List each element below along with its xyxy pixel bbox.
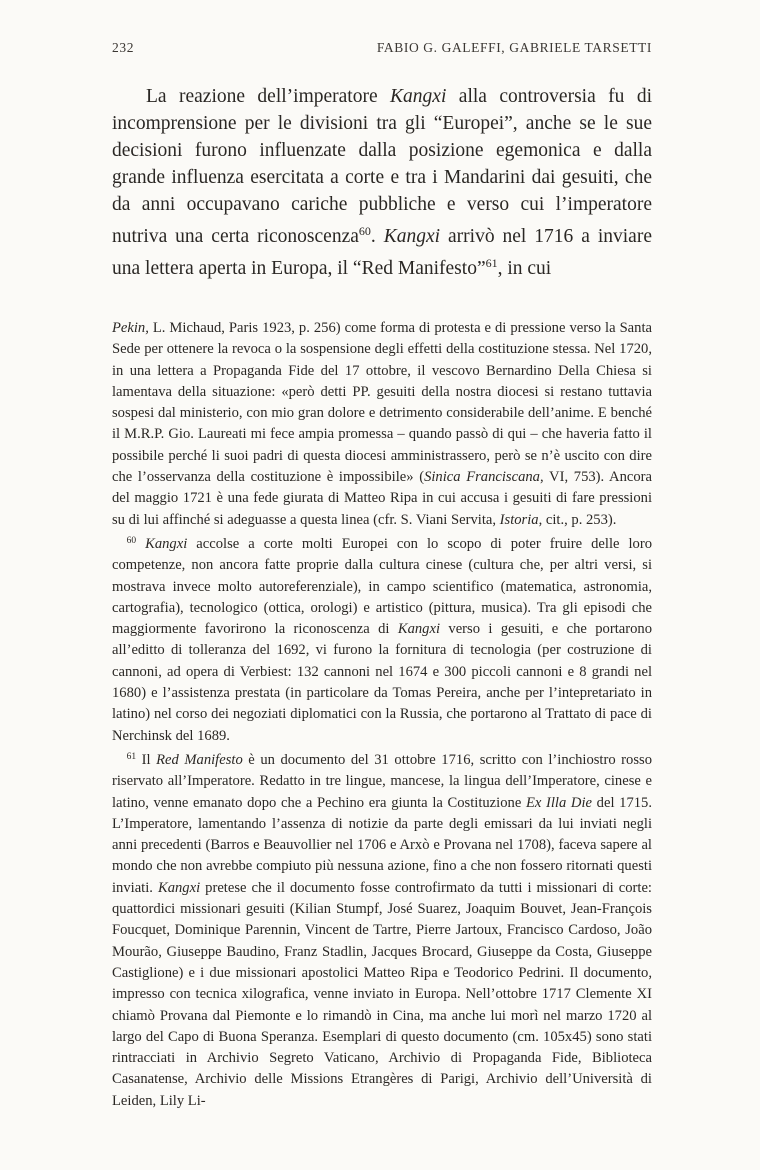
main-italic-kangxi: Kangxi: [383, 226, 441, 247]
footnote-continuation: [112, 318, 652, 531]
footnotes: [112, 318, 652, 1112]
note-text: , cit., p. 253).: [538, 511, 617, 528]
main-text: La reazione dell’imperatore: [146, 86, 391, 107]
main-text: .: [370, 226, 384, 247]
running-header: [112, 40, 652, 60]
footnote-number: 61: [126, 751, 137, 762]
note-italic: Istoria: [499, 511, 539, 528]
running-head-authors: FABIO G. GALEFFI, GABRIELE TARSETTI: [376, 40, 652, 55]
note-text: del 1715. L’Imperatore, lamentando l’assenza di notizie da parte degli emissari da lui inviati negli anni precedenti (Barros e Beauvollier nel 1706 e Arxò e Provana nel 1708), faceva sapere al mondo che non avrebbe compiuto più nessuna azione, fino a che non fossero ritornati questi inviati.: [112, 794, 653, 896]
main-italic-kangxi: Kangxi: [390, 86, 447, 107]
main-paragraph: [112, 83, 652, 282]
note-italic: Kangxi: [145, 535, 188, 552]
note-italic: Sinica Franciscana: [424, 469, 540, 486]
note-text: L. Michaud, Paris 1923, p. 256) come forma di protesta e di pressione verso la Santa Sede per ottenere la revoca o la sospensione degli effetti della costituzione stessa. Nel 1720, in una lettera a Propaganda Fide del 17 ottobre, il vescovo Bernardino Della Chiesa si lamentava della situazione: «però detti PP. gesuiti della nostra diocesi si restano tuttavia sospesi dal ministerio, con mio gran dolore e detrimento considerabile dell’anime. E benché il M.R.P. Gio. Laureati mi fece ampia promessa – quando passò di qui – che haveria fatto il possibile perché li suoi padri di questa diocesi amministrassero, però se n’è uscito con dire che l’osservanza della costituzione è impossibile» (: [112, 320, 652, 486]
note-italic: Kangxi: [397, 621, 441, 638]
note-text: pretese che il documento fosse controfirmato da tutti i missionari di corte: quattordici missionari gesuiti (Kilian Stumpf, José Suarez, Joaquim Bouvet, Jean-François Foucquet, Dominique Parennin, Vincent de Tartre, Pierre Jartoux, Francisco Cardoso, João Mourão, Giuseppe Baudino, Franz Stadlin, Jacques Brocard, Giuseppe da Costa, Giuseppe Castiglione) e i due missionari apostolici Matteo Ripa e Teodorico Pedrini. Il documento, impresso con tecnica xilografica, venne inviato in Europa. Nell’ottobre 1717 Clemente XI chiamò Provana dal Piemonte e lo rimandò in Cina, ma anche lui morì nel marzo 1720 al largo del Capo di Buona Speranza. Esemplari di questo documento (cm. 105x45) sono stati rintracciati in Archivio Segreto Vaticano, Archivio di Propaganda Fide, Biblioteca Casanatense, Archivio delle Missions Etrangères di Parigi, Archivio dell’Università di Leiden, Lily Li-: [112, 879, 652, 1109]
footnote-61: [112, 747, 652, 1112]
main-text: , in cui: [497, 258, 552, 279]
note-text: accolse a corte molti Europei con lo scopo di poter fruire delle loro competenze, non ancora fatte proprie dalla cultura cinese (cultura che, per altri versi, si mostrava invece molto autoreferenziale), in campo scientifico (matematica, astronomia, cartografia), tecnologico (ottica, orologi) e artistico (pittura, musica). Tra gli episodi che maggiormente favorirono la riconoscenza di: [112, 535, 653, 638]
main-text: arrivò nel 1716 a inviare una lettera aperta in Europa, il “Red Manifesto”: [112, 226, 652, 279]
note-italic: Red Manifesto: [156, 751, 243, 768]
note-text: Il: [136, 751, 157, 768]
note-text: , VI, 753). Ancora del maggio 1721 è una fede giurata di Matteo Ripa in cui accusa i gesuiti di fare pressioni su di lui affinché si adeguasse a questa linea (cfr. S. Viani Servita,: [112, 469, 652, 528]
footnote-number: 60: [126, 535, 137, 546]
note-italic: Kangxi: [157, 879, 201, 896]
note-italic: Ex Illa Die: [525, 794, 593, 811]
main-text: alla controversia fu di incomprensione per le divisioni tra gli “Europei”, anche se le sue decisioni furono influenzate dalla posizione egemonica e dalla grande influenza esercitata a corte e tra i Mandarini dai gesuiti, che da anni occupavano cariche pubbliche e verso cui l’imperatore nutriva una certa riconoscenza: [112, 86, 652, 247]
footnote-ref-60[interactable]: 60: [358, 224, 371, 238]
note-text: è un documento del 31 ottobre 1716, scritto con l’inchiostro rosso riservato all’Imperatore. Redatto in tre lingue, mancese, la lingua dell’Imperatore, cinese e latino, venne emanato dopo che a Pechino era giunta la Costituzione: [112, 751, 652, 811]
footnote-60: [112, 531, 652, 747]
page-number: 232: [112, 40, 135, 55]
note-text: verso i gesuiti, e che portarono all’editto di tolleranza del 1692, vi furono la fornitura di tecnologia (per costruzione di cannoni, ad opera di Verbiest: 132 cannoni nel 1674 e 300 piccoli cannoni e 8 grandi nel 1680) e l’assistenza prestata (in particolare da Tomas Pereira, anche per l’intepretariato in latino) nel corso dei negoziati diplomatici con la Russia, che portarono al Trattato di pace di Nerchinsk del 1689.: [112, 621, 652, 744]
footnote-ref-61[interactable]: 61: [485, 256, 498, 270]
note-italic: Pekin,: [112, 320, 149, 336]
